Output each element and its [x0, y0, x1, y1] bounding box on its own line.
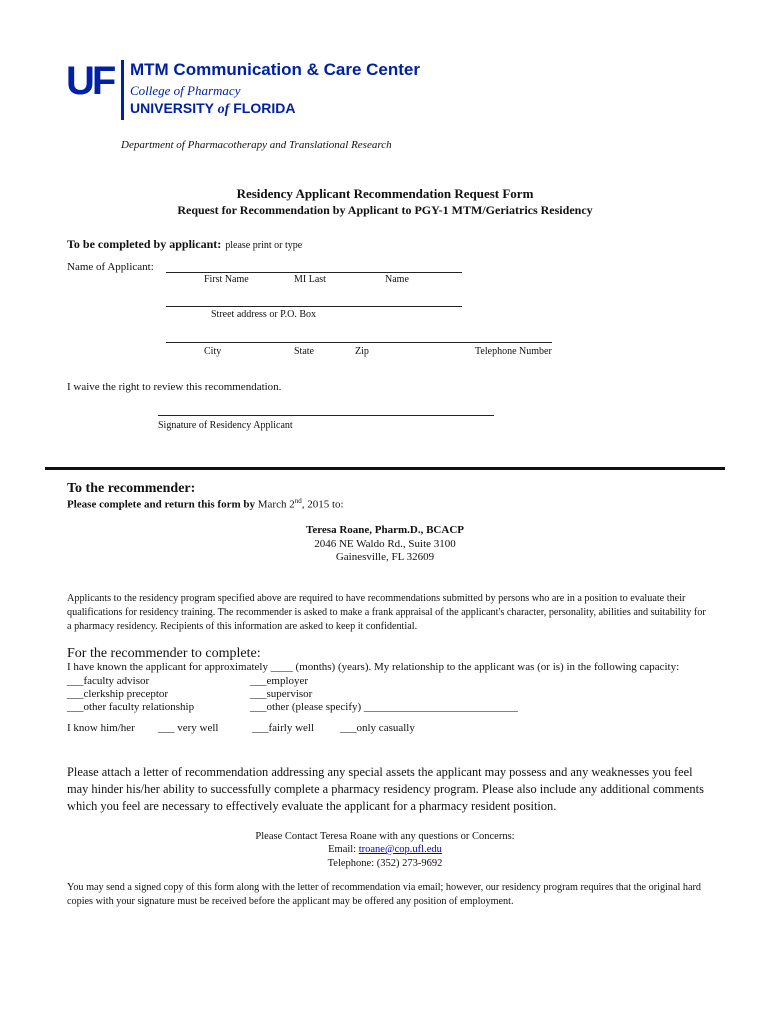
university-name: UNIVERSITY of FLORIDA: [130, 100, 296, 117]
option-employer[interactable]: ___employer: [250, 675, 309, 687]
street-field-line[interactable]: [166, 306, 462, 307]
know-very-well[interactable]: ___ very well: [158, 722, 219, 734]
option-clerkship-preceptor[interactable]: ___clerkship preceptor: [67, 688, 169, 700]
logo-divider: [121, 60, 124, 120]
college-name: College of Pharmacy: [130, 83, 241, 98]
address-line-1: 2046 NE Waldo Rd., Suite 3100: [314, 538, 456, 550]
center-name: MTM Communication & Care Center: [130, 60, 420, 79]
applicant-heading: To be completed by applicant: please print or type: [67, 237, 303, 251]
known-duration-text: I have known the applicant for approximately ____ (months) (years). My relationship to the applicant was (or is) in the following capacity:: [67, 661, 680, 673]
first-name-caption: First Name: [204, 274, 249, 285]
mi-last-caption: MI Last: [294, 274, 326, 285]
signature-caption: Signature of Residency Applicant: [158, 420, 293, 431]
phone-caption: Telephone Number: [475, 346, 552, 357]
waiver-text: I waive the right to review this recommendation.: [67, 381, 282, 393]
name-caption: Name: [385, 274, 409, 285]
address-line-2: Gainesville, FL 32609: [335, 551, 435, 563]
signature-field-line[interactable]: [158, 415, 494, 416]
recommender-heading: To the recommender:: [67, 481, 196, 496]
uf-logo-mark: [66, 60, 118, 98]
city-field-line[interactable]: [166, 342, 552, 343]
return-instruction: Please complete and return this form by March 2nd, 2015 to:: [67, 497, 344, 511]
know-fairly-well[interactable]: ___fairly well: [252, 722, 315, 734]
contact-line: Please Contact Teresa Roane with any questions or Concerns:: [255, 831, 515, 842]
city-caption: City: [204, 346, 222, 357]
section-divider: [45, 467, 725, 470]
name-label: Name of Applicant:: [67, 261, 154, 273]
state-caption: State: [294, 346, 314, 357]
name-field-line[interactable]: [166, 272, 462, 273]
know-casually[interactable]: ___only casually: [340, 722, 415, 734]
uf-logo-text: UF: [66, 60, 114, 98]
option-other-faculty[interactable]: ___other faculty relationship: [67, 701, 195, 713]
option-other-specify[interactable]: ___other (please specify) ____________________________: [250, 701, 518, 713]
complete-heading: For the recommender to complete:: [67, 646, 261, 661]
contact-name: Teresa Roane, Pharm.D., BCACP: [306, 524, 464, 536]
contact-email-line: Email: troane@cop.ufl.edu: [328, 844, 442, 855]
final-note: You may send a signed copy of this form along with the letter of recommendation via email; however, our residency program requires that the original hard copies with your signature must be received before the applicant may be offered any position of employment.: [67, 882, 701, 907]
option-supervisor[interactable]: ___supervisor: [250, 688, 313, 700]
department-name: Department of Pharmacotherapy and Translational Research: [121, 139, 392, 151]
option-faculty-advisor[interactable]: ___faculty advisor: [67, 675, 150, 687]
confidential-paragraph: Applicants to the residency program specified above are required to have recommendations submitted by persons who are in a position to evaluate their qualifications for residency training. The recommender is asked to make a frank appraisal of the applicant's character, personality, abilities and suitability for a pharmacy residency. Recipients of this information are asked to keep it confidential.: [67, 593, 706, 632]
form-title: Residency Applicant Recommendation Request Form: [236, 186, 534, 201]
street-caption: Street address or P.O. Box: [211, 309, 316, 320]
form-subtitle: Request for Recommendation by Applicant to PGY-1 MTM/Geriatrics Residency: [177, 203, 593, 217]
email-link[interactable]: troane@cop.ufl.edu: [358, 844, 442, 855]
attach-letter-paragraph: Please attach a letter of recommendation addressing any special assets the applicant may possess and any weaknesses you feel may hinder his/her ability to successfully complete a pharmacy residency program. Please also include any additional comments which you feel are necessary to effectively evaluate the applicant for a pharmacy resident position.: [67, 765, 704, 813]
contact-phone: Telephone: (352) 273-9692: [327, 858, 443, 869]
zip-caption: Zip: [355, 346, 369, 357]
know-label: I know him/her: [67, 722, 135, 734]
